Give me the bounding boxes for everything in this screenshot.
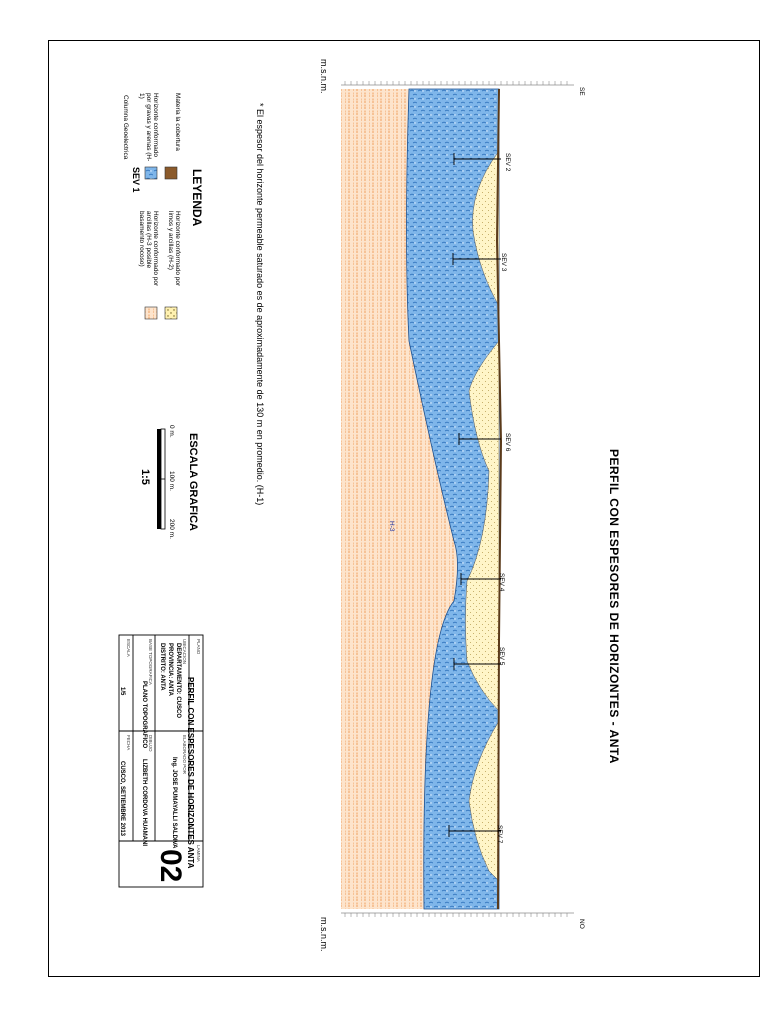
tb-ubicacion-label: UBICACION: [182, 639, 187, 665]
tb-distrito: DISTRITO: ANTA: [159, 643, 165, 691]
legend-item-label: Materia la cobertura: [174, 93, 181, 151]
tb-fecha-label: FECHA: [126, 735, 131, 751]
sev-label: SEV 6: [504, 433, 511, 452]
tb-lamina-label: LAMINA: [196, 845, 201, 862]
legend-swatch-gravel-sand: [145, 167, 157, 179]
axis-label-right: m.s.n.m.: [319, 917, 329, 952]
scale-tick: 100 m.: [168, 471, 175, 491]
scale-title: ESCALA GRAFICA: [187, 433, 199, 531]
legend-item-label: Horizonte conformado por limos y arcillas (H-2): [167, 211, 181, 287]
sev-label: SEV 5: [498, 647, 505, 666]
axis-label-left: m.s.n.m.: [319, 59, 329, 94]
legend-swatch-silt-clay: [165, 307, 177, 319]
tb-lamina-number: 02: [154, 849, 187, 883]
legend-swatch-clay: [145, 307, 157, 319]
direction-end-label: NO: [578, 919, 585, 929]
legend-item-label: Horizonte conformado por gravas y arenas (H-1): [138, 93, 159, 162]
horizon-label: H-3: [388, 521, 395, 532]
tb-elaborado-label: ELABORADO POR: [182, 735, 187, 775]
scale-tick: 0 m.: [168, 425, 175, 438]
legend-swatch-topsoil: [165, 167, 177, 179]
profile-title: PERFIL CON ESPESORES DE HORIZONTES - ANTA: [607, 449, 621, 764]
tb-plano: PERFIL CON ESPESORES DE HORIZONTES ANTA: [186, 677, 195, 869]
tb-escala-label: ESCALA: [126, 639, 131, 657]
tb-base-label: BASE TOPOGRAFICA: [148, 639, 153, 685]
legend-title: LEYENDA: [190, 169, 204, 227]
legend-item-label: Horizonte conformado por arcillas (H-3 posible basamento rocoso): [138, 211, 159, 287]
tb-plano-label: PLANO: [196, 639, 201, 655]
sev-label: SEV 4: [498, 573, 505, 592]
sev-label: SEV 2: [504, 153, 511, 172]
note-text: * El espesor del horizonte permeable saturado es de aproximadamente de 130 m en promedio. (H-1): [255, 103, 265, 506]
tb-fecha: CUSCO, SETIEMBRE 2013: [119, 761, 125, 837]
scale-bar: [157, 429, 165, 529]
tb-provincia: PROVINCIA: ANTA: [167, 643, 173, 696]
legend-column-label: Columna Geoelectrica: [122, 95, 129, 160]
drawing-sheet: [48, 40, 760, 977]
tb-elaborado: Ing. JOSE PUMAYALLI SALDIVA: [171, 757, 177, 849]
profile-drawing: [49, 41, 761, 978]
tb-dibujo-label: DIBUJO: [148, 735, 153, 752]
sev-label: SEV 3: [500, 253, 507, 272]
legend-sev-symbol: SEV 1: [131, 167, 141, 193]
tb-escala: 1/5: [119, 687, 125, 696]
tb-departamento: DEPARTAMENTO: CUSCO: [175, 643, 181, 718]
sev-label: SEV 7: [496, 825, 503, 844]
tb-dibujo: LIZBETH CORDOVA HUAMANI: [141, 759, 147, 846]
direction-start-label: SE: [578, 87, 585, 96]
cross-section-profile: [341, 85, 574, 913]
tb-base: PLANO TOPOGRAFICO: [141, 681, 147, 749]
scale-ratio: 1:5: [139, 469, 151, 485]
scale-tick: 200 m.: [168, 519, 175, 539]
